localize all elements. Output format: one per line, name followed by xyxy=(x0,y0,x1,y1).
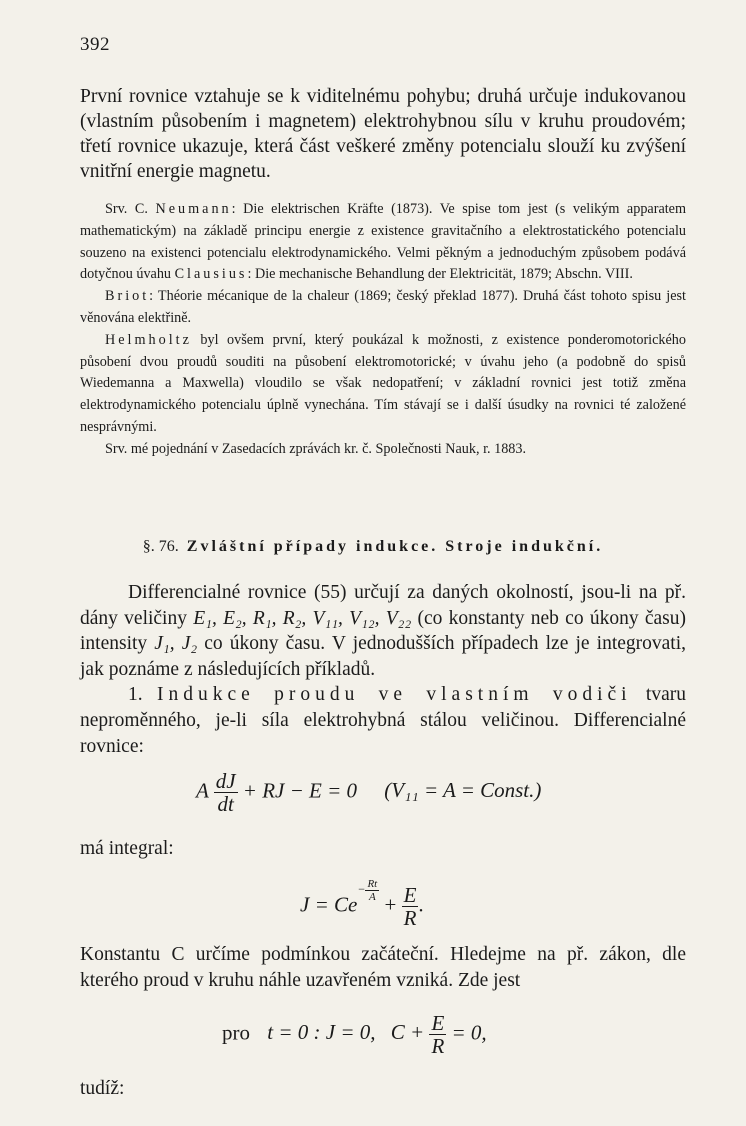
equation-2: $J = Ce^{- \frac{Rt}{A}}$ + $\frac{E}{R}$ . xyxy=(300,878,424,930)
note-helmholtz: Helmholtz byl ovšem první, který poukázal k možnosti, z existence ponderomotorického působení dvou proudů souditi na působení elektromotorické; v úvahu jeho (a podobně do spisů Wiedemanna a Maxwella) vloudilo se však nedopatření; v základní rovnici jest totiž změna elektrodynamického potencialu úplně vynechána. Tím stávají se i další úsudky na rovnici té založené nesprávnými. xyxy=(80,331,686,435)
paragraph-1 xyxy=(80,84,686,184)
equation-3: pro t = 0 : J = 0, C + $\frac{E}{R}$ = 0, xyxy=(222,1011,487,1058)
footnotes xyxy=(80,199,686,461)
paragraph-1-text: První rovnice vztahuje se k viditelnému pohybu; druhá určuje indukovanou (vlastním působením i magnetem) elektrohybnou sílu v kruhu proudovém; třetí rovnice ukazuje, která část veškeré změny potencialu slouží ku zvýšení vnitřní energie magnetu. xyxy=(80,86,686,182)
body-text xyxy=(80,580,686,759)
note-briot: Briot: Théorie mécanique de la chaleur (1869; český překlad 1877). Druhá část tohoto spisu jest věnována elektřině. xyxy=(80,288,686,326)
section-title: Zvláštní případy indukce. Stroje indukční. xyxy=(186,538,604,555)
section-number: §. 76. xyxy=(142,538,179,555)
page-number: 392 xyxy=(80,34,110,55)
equation-1: A $\frac{dJ}{dt}$ + RJ − E = 0 (V₁₁ = A = Const.) xyxy=(196,769,542,816)
paragraph-5: Konstantu C určíme podmínkou začáteční. Hledejme na př. zákon, dle kterého proud v kruhu náhle uzavřeném vzniká. Zde jest xyxy=(80,944,686,991)
note-neumann: Srv. C. Neumann: Die elektrischen Kräfte (1873). Ve spise tom jest (s velikým apparatem mathematickým) na základě principu energie z existence gravitačního a elektrostatického potencialu souzeno na existenci potencialu elektrodynamického. Velmi pěkným a jednoduchým způsobem podává dotyčnou úvahu Clausius: Die mechanische Behandlung der Elektricität, 1879; Abschn. VIII. xyxy=(80,201,687,283)
section-heading xyxy=(0,538,746,556)
paragraph-2: Differencialné rovnice (55) určují za daných okolností, jsou-li na př. dány veličiny E₁, E₂, R₁, R₂, V₁₁, V₁₂, V₂₂ (co konstanty neb co úkony času) intensity J₁, J₂ co úkony času. V jednodušších případech lze je integrovati, jak poznáme z následujících příkladů. xyxy=(80,582,687,680)
paragraph-3: 1. Indukce proudu ve vlastním vodiči tvaru neproměnného, je-li síla elektrohybná stálou veličinou. Differencialné rovnice: xyxy=(80,684,686,757)
paragraph-4: má integral: xyxy=(80,838,174,859)
paragraph-6: tudíž: xyxy=(80,1078,125,1099)
note-reference: Srv. mé pojednání v Zasedacích zprávách kr. č. Společnosti Nauk, r. 1883. xyxy=(105,440,527,457)
